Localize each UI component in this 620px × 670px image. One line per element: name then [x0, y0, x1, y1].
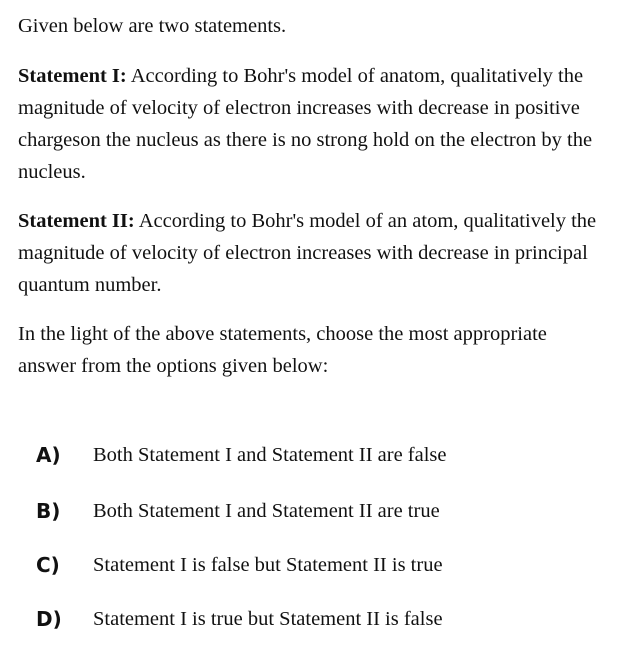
- option-b-letter: B): [36, 499, 61, 523]
- option-a-letter: A): [36, 443, 61, 467]
- statement-1-text: According to Bohr's model of anatom, qualitatively the magnitude of velocity of electron increases with decrease in positive chargeson the nucleus as there is no strong hold on the electron by the nucleus.: [18, 65, 593, 183]
- question-intro: Given below are two statements.: [18, 15, 287, 37]
- option-a-text: Both Statement I and Statement II are false: [93, 444, 447, 466]
- statement-1-label: Statement I:: [18, 65, 127, 87]
- option-c[interactable]: [36, 547, 606, 583]
- question-block: [18, 10, 608, 399]
- option-d-letter: D): [36, 607, 62, 631]
- statement-2-text: According to Bohr's model of an atom, qualitatively the magnitude of velocity of electron increases with decrease in principal quantum number.: [18, 210, 597, 296]
- statement-2: [18, 205, 608, 301]
- statement-2-label: Statement II:: [18, 210, 135, 232]
- option-c-text: Statement I is false but Statement II is true: [93, 554, 443, 576]
- option-a[interactable]: [36, 437, 606, 473]
- option-d-text: Statement I is true but Statement II is false: [93, 608, 443, 630]
- answer-options: [36, 437, 606, 637]
- option-c-letter: C): [36, 553, 60, 577]
- statement-1: [18, 60, 608, 188]
- option-b[interactable]: [36, 493, 606, 529]
- option-b-text: Both Statement I and Statement II are true: [93, 500, 440, 522]
- option-d[interactable]: [36, 601, 606, 637]
- question-prompt: In the light of the above statements, choose the most appropriate answer from the options given below:: [18, 323, 547, 377]
